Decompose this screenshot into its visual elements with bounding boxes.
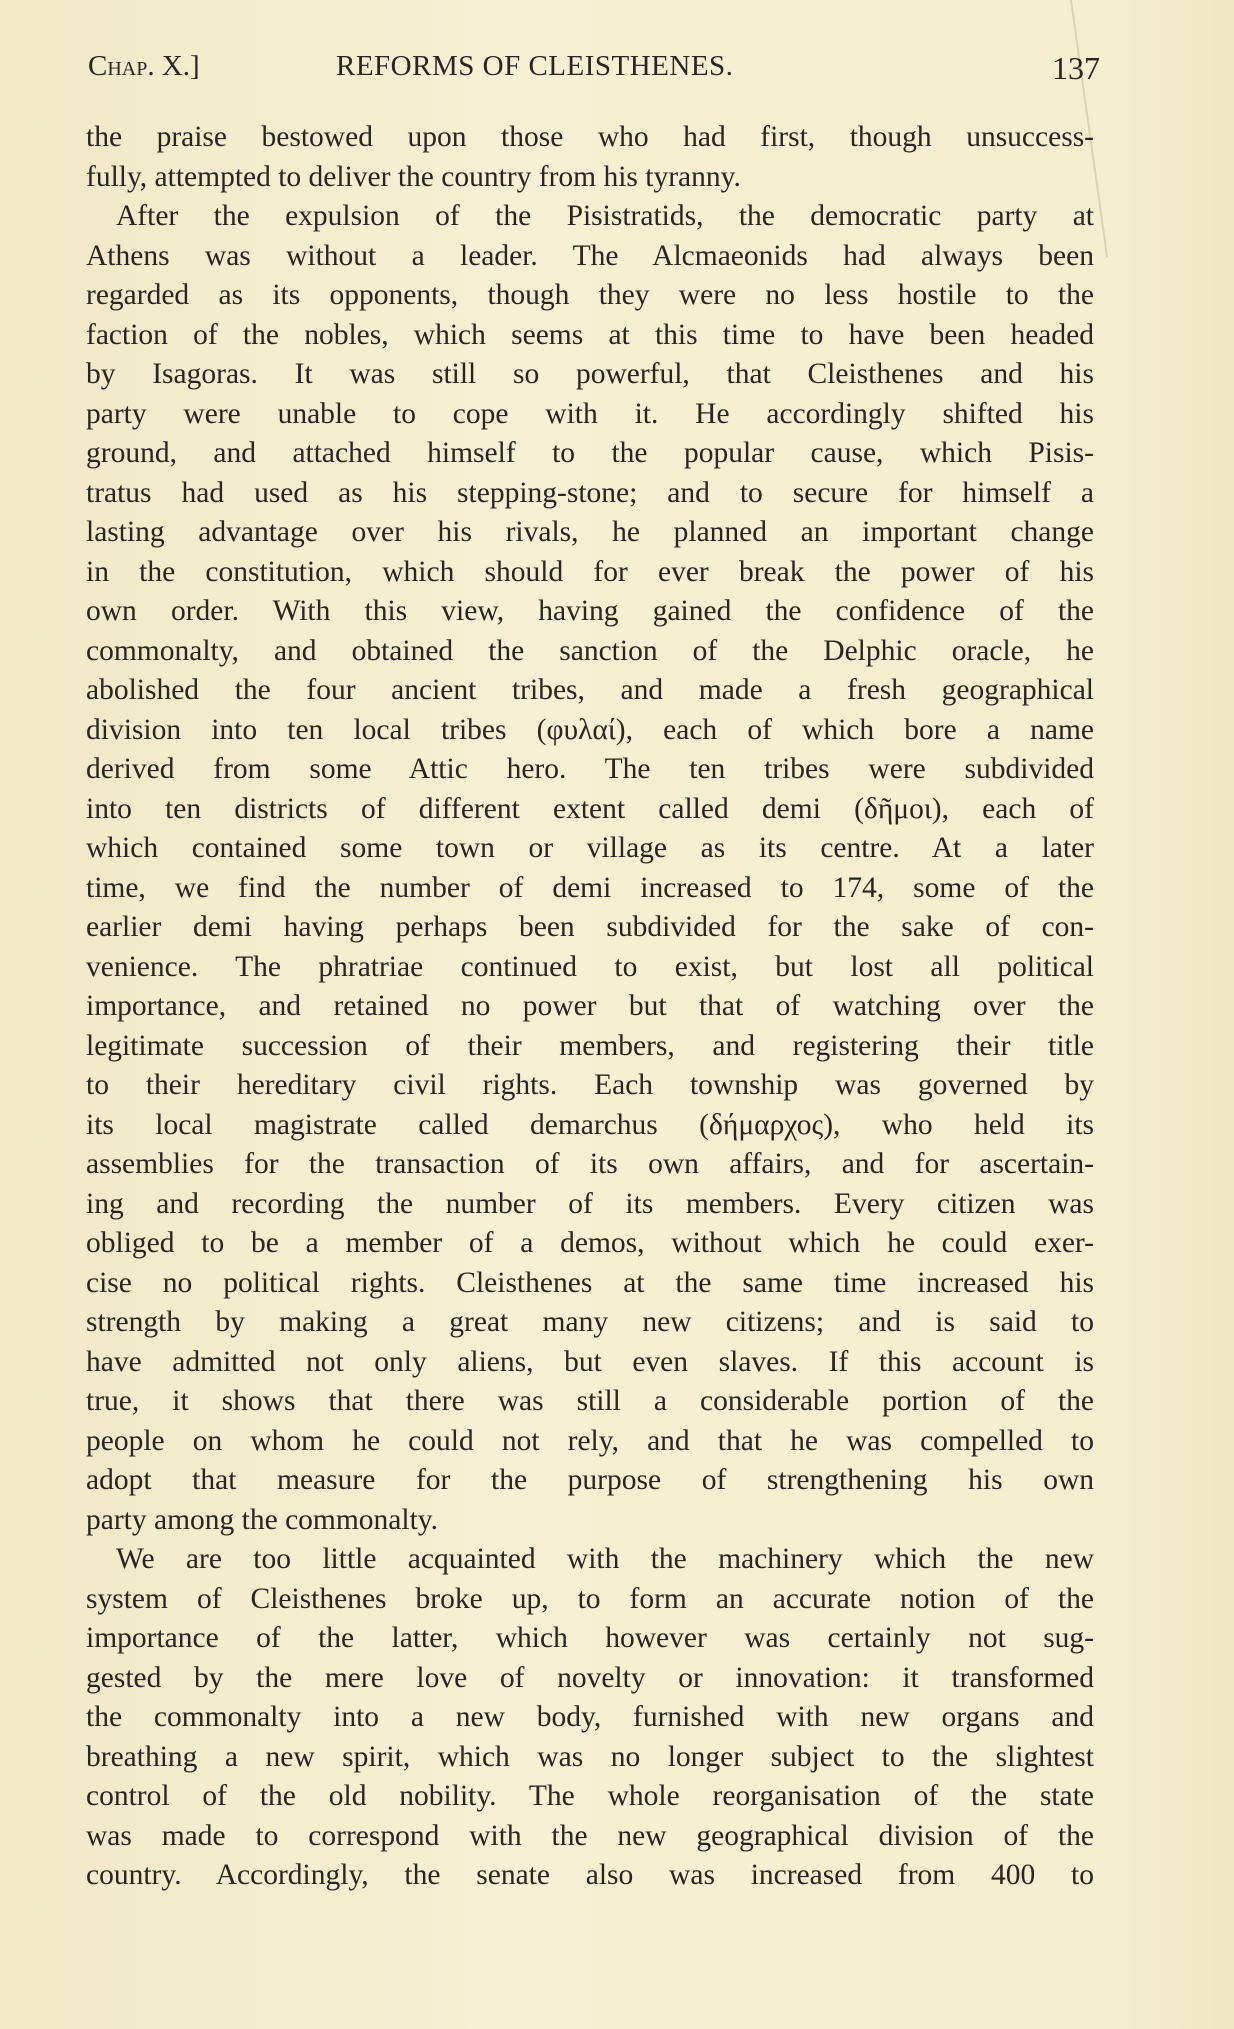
text-line: We are too little acquainted with the machinery which the new: [116, 1543, 1094, 1575]
text-line: to their hereditary civil rights. Each township was governed by: [86, 1069, 1094, 1101]
body-text: [86, 118, 1094, 1896]
text-line: have admitted not only aliens, but even slaves. If this account is: [86, 1345, 1094, 1378]
text-line: abolished the four ancient tribes, and made a fresh geographical: [86, 674, 1094, 706]
text-line: by Isagoras. It was still so powerful, that Cleisthenes and his: [86, 358, 1094, 390]
text-line: ground, and attached himself to the popular cause, which Pisis-: [86, 437, 1094, 469]
text-line: own order. With this view, having gained the confidence of the: [86, 595, 1094, 627]
text-line: legitimate succession of their members, and registering their title: [86, 1029, 1094, 1062]
text-line: adopt that measure for the purpose of strengthening his own: [86, 1464, 1094, 1496]
text-line: which contained some town or village as its centre. At a later: [86, 832, 1094, 864]
text-line: was made to correspond with the new geographical division of the: [86, 1819, 1094, 1852]
text-line: importance, and retained no power but that of watching over the: [86, 990, 1094, 1022]
text-line: venience. The phratriae continued to exist, but lost all political: [86, 950, 1094, 983]
running-header: [88, 50, 1100, 90]
running-title: REFORMS OF CLEISTHENES.: [336, 50, 734, 82]
text-line: into ten districts of different extent called demi (δῆμοι), each of: [86, 792, 1094, 825]
text-line: earlier demi having perhaps been subdivided for the sake of con-: [86, 911, 1094, 943]
text-line: gested by the mere love of novelty or innovation: it transformed: [86, 1661, 1094, 1694]
text-line: lasting advantage over his rivals, he planned an important change: [86, 516, 1094, 548]
text-line: the praise bestowed upon those who had first, though unsuccess-: [86, 121, 1094, 153]
text-line: importance of the latter, which however was certainly not sug-: [86, 1622, 1094, 1654]
text-line: people on whom he could not rely, and that he was compelled to: [86, 1424, 1094, 1457]
text-line: breathing a new spirit, which was no longer subject to the slightest: [86, 1740, 1094, 1773]
text-line: party among the commonalty.: [86, 1503, 438, 1536]
text-line: control of the old nobility. The whole reorganisation of the state: [86, 1780, 1094, 1812]
text-line: ing and recording the number of its members. Every citizen was: [86, 1187, 1094, 1220]
text-line: tratus had used as his stepping-stone; and to secure for himself a: [86, 476, 1094, 509]
text-line: faction of the nobles, which seems at this time to have been headed: [86, 318, 1094, 351]
text-line: Athens was without a leader. The Alcmaeonids had always been: [86, 239, 1094, 272]
text-line: division into ten local tribes (φυλαί), each of which bore a name: [86, 713, 1094, 746]
text-line: After the expulsion of the Pisistratids, the democratic party at: [116, 200, 1094, 232]
text-line: derived from some Attic hero. The ten tribes were subdivided: [86, 753, 1094, 785]
text-line: assemblies for the transaction of its own affairs, and for ascertain-: [86, 1148, 1094, 1180]
text-line: in the constitution, which should for ever break the power of his: [86, 555, 1094, 588]
chapter-label: Chap. X.]: [88, 50, 200, 82]
text-line: cise no political rights. Cleisthenes at the same time increased his: [86, 1266, 1094, 1299]
text-line: time, we find the number of demi increased to 174, some of the: [86, 871, 1094, 904]
text-line: country. Accordingly, the senate also was increased from 400 to: [86, 1859, 1094, 1891]
text-line: regarded as its opponents, though they were no less hostile to the: [86, 279, 1094, 311]
text-line: fully, attempted to deliver the country from his tyranny.: [86, 160, 741, 193]
text-line: strength by making a great many new citizens; and is said to: [86, 1306, 1094, 1338]
text-line: the commonalty into a new body, furnished with new organs and: [86, 1701, 1094, 1733]
page-number: 137: [1052, 50, 1100, 86]
text-line: obliged to be a member of a demos, without which he could exer-: [86, 1227, 1094, 1259]
text-line: party were unable to cope with it. He accordingly shifted his: [86, 397, 1094, 430]
text-line: its local magistrate called demarchus (δήμαρχος), who held its: [86, 1108, 1094, 1141]
text-line: commonalty, and obtained the sanction of the Delphic oracle, he: [86, 634, 1094, 667]
text-line: true, it shows that there was still a considerable portion of the: [86, 1385, 1094, 1417]
text-line: system of Cleisthenes broke up, to form an accurate notion of the: [86, 1582, 1094, 1615]
